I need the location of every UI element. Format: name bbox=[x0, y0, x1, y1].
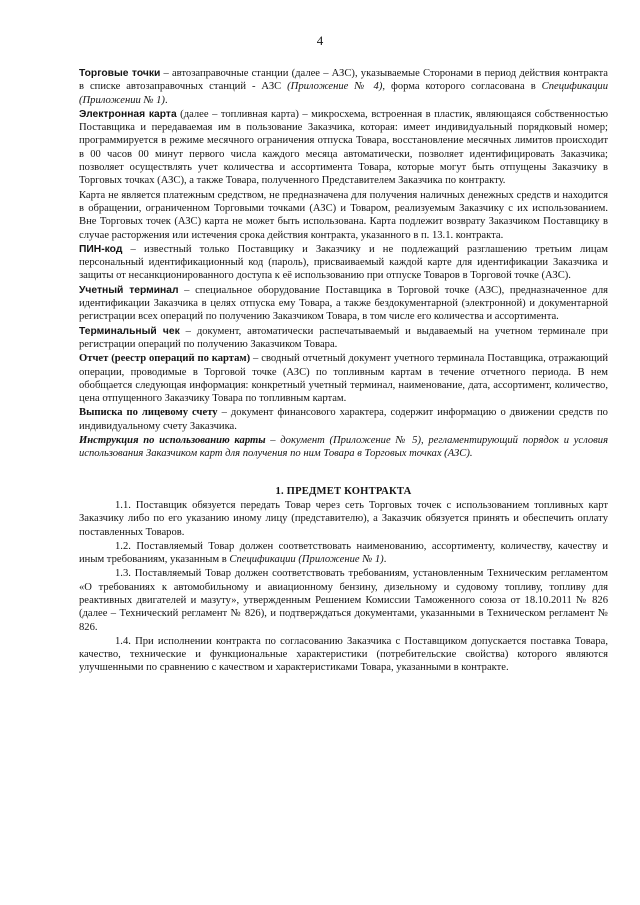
definition-text: . bbox=[164, 94, 168, 106]
clause-1-2 bbox=[79, 540, 608, 567]
definition-electronic-card bbox=[79, 108, 608, 188]
definition-text: (далее – топливная карта) – микросхема, встроенная в пластик, являющаяся собственностью Поставщика и передаваемая им в пользование Заказчика, которая: имеет индивидуальный порядковый номер; программируется в режиме месячного ограничения отпуска Товара, восстановление месячных лимитов происходит в 00 часов 00 минут первого числа каждого месяца автоматически, позволяет идентифицировать Заказчика; позволяет осуществлять учет количества и ассортимента Товара, которые могут быть отпущены Заказчику в Торговых точках (АЗС), а также Товара, полученного Представителем Заказчика по контракту. bbox=[79, 108, 608, 187]
appendix-ref: (Приложение № 4) bbox=[287, 81, 383, 93]
appendix-ref: Спецификации (Приложение № 1) bbox=[229, 554, 384, 566]
card-note bbox=[79, 189, 608, 242]
definition-text: – известный только Поставщику и Заказчику и не подлежащий разглашению третьим лицам персональный идентификационный код (пароль), присваиваемый каждой карте для идентификации Заказчика и защиты от несанкционированного доступа к её использованию при отпуске Товаров в Торговой точке (АЗС). bbox=[79, 243, 608, 282]
term-label: Торговые точки bbox=[79, 68, 161, 79]
term-label: Выписка по лицевому счету bbox=[79, 407, 218, 419]
definition-text: – документ финансового характера, содержит информацию о движении средств по индивидуальному счету Заказчика. bbox=[79, 407, 608, 432]
definition-text: – сводный отчетный документ учетного терминала Поставщика, отражающий операции, проводимые в Торговой точке (АЗС) по топливным картам в течение отчетного периода. В нем обобщается следующая информация: конкретный учетный терминал, наименование, дата, ассортимент, количество, цена отпущенного Заказчику Товара по топливным картам. bbox=[79, 353, 608, 405]
definition-text: – документ (Приложение № 5), регламентирующий порядок и условия использования Заказчиком карт для получения по ним Товара в Торговых точках (АЗС). bbox=[79, 435, 608, 460]
definition-trade-points bbox=[79, 67, 608, 107]
definition-accounting-terminal bbox=[79, 284, 608, 324]
definition-terminal-receipt bbox=[79, 325, 608, 352]
term-label: Инструкция по использованию карты bbox=[79, 435, 266, 447]
definition-text: автозаправочные станции (далее – АЗС), указываемые Сторонами в период действия контракта в списке автозаправочных станций - АЗС bbox=[79, 68, 608, 93]
term-label: ПИН-код bbox=[79, 243, 123, 255]
clause-text: 1.2. Поставляемый Товар должен соответствовать наименованию, ассортименту, количеству, качеству и иным требованиям, указанным в bbox=[79, 540, 608, 566]
page-number: 4 bbox=[316, 33, 324, 48]
definition-pin-code bbox=[79, 243, 608, 283]
section-title: 1. ПРЕДМЕТ КОНТРАКТА bbox=[275, 485, 412, 497]
definition-report bbox=[79, 352, 608, 405]
definition-text: Карта не является платежным средством, не предназначена для получения наличных денежных средств и находится в обращении, ограниченном Торговыми точками (АЗС) и Товаром, реализуемым Заказчику с их использованием. Вне Торговых точек (АЗС) карта не может быть использована. Карта подлежит возврату Заказчиком Поставщику в случае расторжения или истечения срока действия контракта, указанного в п. 13.1. контракта. bbox=[79, 189, 608, 241]
definition-card-instruction bbox=[79, 434, 608, 461]
definition-text: – документ, автоматически распечатываемый и выдаваемый на учетном терминале при регистрации операций по получению Заказчиком Товара. bbox=[79, 325, 608, 350]
term-label: Электронная карта bbox=[79, 108, 177, 120]
contract-body bbox=[79, 67, 608, 675]
definition-account-statement bbox=[79, 406, 608, 433]
definition-text: , форма которого согласована в bbox=[382, 81, 542, 93]
term-label: Учетный терминал bbox=[79, 284, 179, 296]
appendix-ref: Спецификации (Приложении № 1) bbox=[79, 81, 608, 106]
clause-text: . bbox=[383, 554, 387, 566]
term-label: Терминальный чек bbox=[79, 325, 180, 337]
clause-1-4: 1.4. При исполнении контракта по согласованию Заказчика с Поставщиком допускается поставка Товара, качество, технические и функциональные характеристики (потребительские свойства) которого являются улучшенными по сравнению с качеством и характеристиками Товара, указанными в контракте. bbox=[79, 635, 608, 674]
clause-1-3: 1.3. Поставляемый Товар должен соответствовать требованиям, установленным Техническим регламентом «О требованиях к автомобильному и авиационному бензину, дизельному и судовому топливу, топливу для реактивных двигателей и мазуту», утвержденным Решением Комиссии Таможенного союза от 18.10.2011 № 826 (далее – Технический регламент № 826), и подтверждаться документами, указанными в Техническом регламент № 826. bbox=[79, 568, 608, 633]
definition-dash: – bbox=[160, 68, 172, 79]
clause-1-1: 1.1. Поставщик обязуется передать Товар через сеть Торговых точек с использованием топливных карт Заказчику либо по его указанию иному лицу (представителю), а Заказчик обязуется принять и обеспечить оплату поставленных Товаров. bbox=[79, 499, 608, 538]
term-label: Отчет (реестр операций по картам) bbox=[79, 353, 251, 365]
definition-text: – специальное оборудование Поставщика в Торговой точке (АЗС), предназначенное для идентификации Заказчика в целях отпуска ему Товара, а также бездокументарной (электронной) и документарной регистрации всех операций по получению Заказчиком Товара, в том числе его количества и ассортимента. bbox=[79, 284, 608, 323]
